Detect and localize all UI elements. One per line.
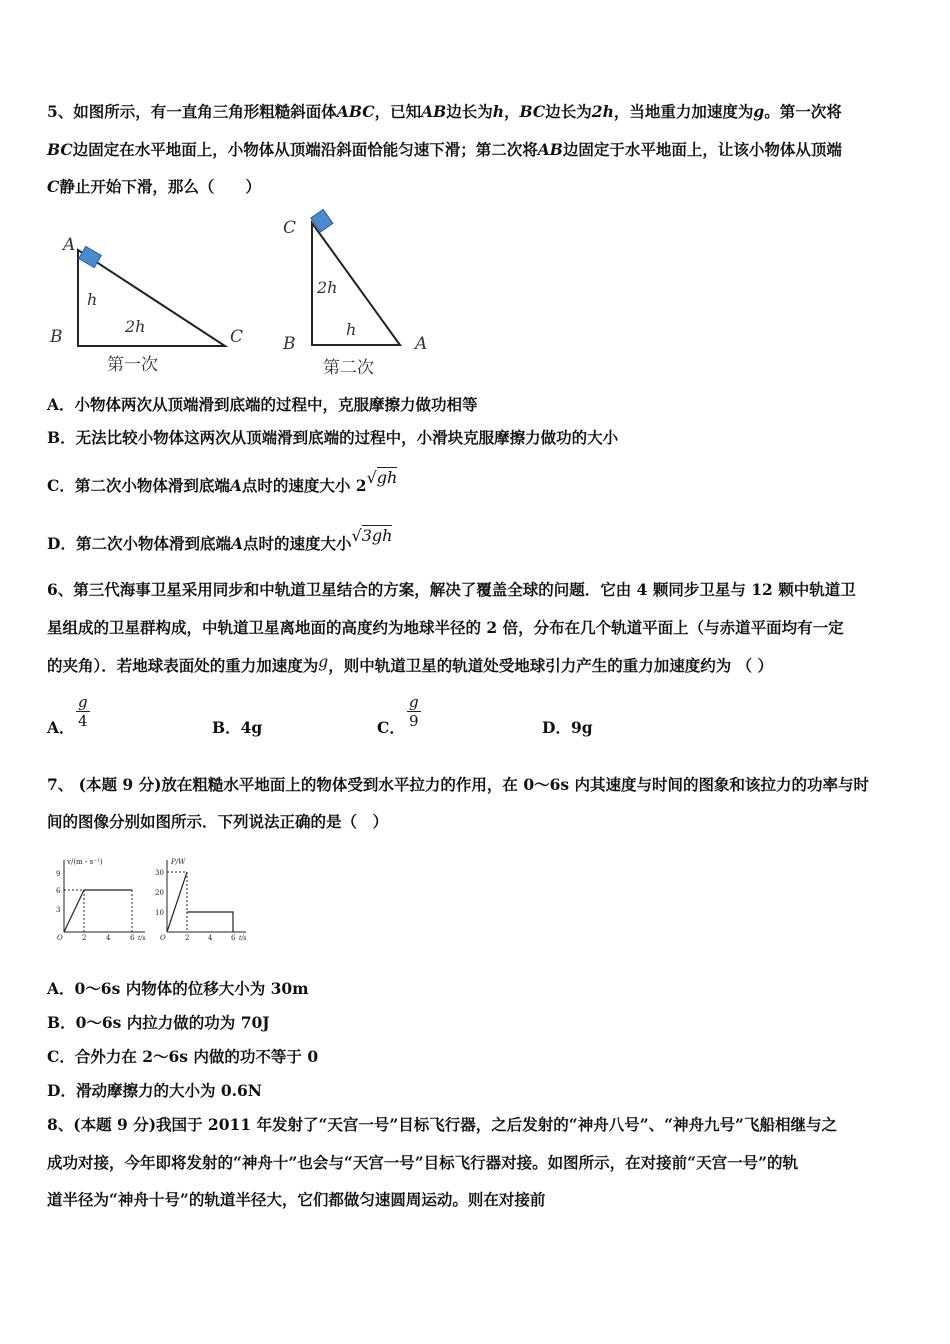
q5-text: 边长为 xyxy=(446,102,493,121)
q5-figure-2 xyxy=(278,205,438,380)
fraction-numerator: g xyxy=(78,693,88,711)
q5-option-a: A．小物体两次从顶端滑到底端的过程中，克服摩擦力做功相等 xyxy=(47,395,478,414)
q5-line-3 xyxy=(47,177,261,197)
q5-text: 边固定在水平地面上，小物体从顶端沿斜面恰能匀速下滑；第二次将 xyxy=(72,140,538,159)
p-tick: 4 xyxy=(208,934,213,942)
p-tick: 6 xyxy=(231,934,236,942)
sqrt-content: gh xyxy=(376,468,398,487)
caption-1: 第一次 xyxy=(107,355,158,375)
q6-line-3 xyxy=(47,653,773,676)
q6-text: 的夹角）．若地球表面处的重力加速度为 xyxy=(47,656,319,675)
v-tick: 6 xyxy=(130,934,135,942)
q5-text: C．第二次小物体滑到底端 xyxy=(47,476,230,495)
p-tick: 2 xyxy=(185,934,190,942)
q7-option-c: C．合外力在 2～6s 内做的功不等于 0 xyxy=(47,1047,319,1066)
p-xlabel: t/s xyxy=(239,935,247,942)
q5-ab: AB xyxy=(537,140,563,159)
q5-option-c xyxy=(47,468,398,496)
q5-text: 静止开始下滑，那么（ ） xyxy=(59,177,261,196)
label-h: h xyxy=(87,290,98,309)
v-tick: 9 xyxy=(56,870,61,878)
q6-option-b: B．4g xyxy=(212,718,263,737)
q6-option-d: D．9g xyxy=(542,718,593,737)
label-2h: 2h xyxy=(317,278,338,297)
v-xlabel: t/s xyxy=(138,935,146,942)
q6-g: g xyxy=(318,653,329,671)
q5-abc: ABC xyxy=(336,102,375,121)
q5-text: 。第一次将 xyxy=(764,102,842,121)
q5-text: 边固定于水平地面上，让该小物体从顶端 xyxy=(562,140,842,159)
q5-h: h xyxy=(492,102,505,121)
q5-text: ，当地重力加速度为 xyxy=(613,102,754,121)
q5-text: 点时的速度大小 xyxy=(242,534,352,553)
label-h: h xyxy=(346,320,357,339)
label-C: C xyxy=(283,218,297,238)
q6-text: ，则中轨道卫星的轨道处受地球引力产生的重力加速度约为 （ ） xyxy=(328,656,773,675)
q6-line-1: 6、第三代海事卫星采用同步和中轨道卫星结合的方案，解决了覆盖全球的问题．它由 4 颗同步卫星与 12 颗中轨道卫 xyxy=(47,580,856,599)
block-icon xyxy=(311,209,333,232)
power-time-graph xyxy=(155,858,247,942)
q5-figure-1 xyxy=(45,230,255,380)
q8-line-3: 道半径为“神舟十号”的轨道半径大，它们都做匀速圆周运动。则在对接前 xyxy=(47,1190,546,1209)
q7-line-1: 7、 (本题 9 分)放在粗糙水平地面上的物体受到水平拉力的作用，在 0～6s 内其速度与时间的图象和该拉力的功率与时 xyxy=(47,775,870,794)
q5-text: D．第二次小物体滑到底端 xyxy=(47,534,231,553)
label-B: B xyxy=(50,327,63,347)
q5-A: A xyxy=(229,476,242,495)
q7-line-2: 间的图像分别如图所示．下列说法正确的是（ ） xyxy=(47,812,389,831)
q5-ab: AB xyxy=(421,102,447,121)
q5-text: 5、如图所示，有一直角三角形粗糙斜面体 xyxy=(47,102,337,121)
v-line xyxy=(64,890,132,932)
p-line-const xyxy=(187,912,233,932)
sqrt-content: 3gh xyxy=(361,526,393,545)
velocity-time-graph xyxy=(56,858,146,942)
q7-option-d: D．滑动摩擦力的大小为 0.6N xyxy=(47,1081,262,1100)
triangle-1 xyxy=(78,250,225,346)
label-C: C xyxy=(230,327,244,347)
q7-graphs xyxy=(50,852,255,942)
v-tick: 2 xyxy=(82,934,87,942)
fraction-denominator: 9 xyxy=(409,712,419,730)
v-origin: O xyxy=(57,934,63,942)
v-tick: 3 xyxy=(56,906,61,914)
sqrt-gh: √gh xyxy=(366,468,398,487)
label-A: A xyxy=(63,235,76,255)
p-tick: 30 xyxy=(155,869,164,877)
q5-option-d xyxy=(47,526,393,554)
q5-2h: 2h xyxy=(591,102,614,121)
q7-option-a: A．0～6s 内物体的位移大小为 30m xyxy=(47,979,309,998)
p-tick: 20 xyxy=(155,889,164,897)
q6-option-c-fraction xyxy=(407,693,421,730)
q5-bc: BC xyxy=(47,140,73,159)
q8-line-2: 成功对接，今年即将发射的“神舟十”也会与“天宫一号”目标飞行器对接。如图所示，在对接前“天宫一号”的轨 xyxy=(47,1153,798,1172)
v-tick: 4 xyxy=(106,934,111,942)
v-tick: 6 xyxy=(56,887,61,895)
q5-A: A xyxy=(230,534,243,553)
q5-text: ， xyxy=(504,102,520,121)
fraction-denominator: 4 xyxy=(78,712,88,730)
q6-option-c-label: C． xyxy=(377,718,405,737)
q7-option-b: B．0～6s 内拉力做的功为 70J xyxy=(47,1013,270,1032)
sqrt-3gh: √3gh xyxy=(351,526,393,545)
p-ylabel: P/W xyxy=(171,858,186,866)
q6-line-2: 星组成的卫星群构成，中轨道卫星离地面的高度约为地球半径的 2 倍，分布在几个轨道平面上（与赤道平面均有一定 xyxy=(47,618,844,637)
q5-text: 点时的速度大小 2 xyxy=(241,476,367,495)
q5-bc: BC xyxy=(519,102,546,121)
q6-option-a-fraction xyxy=(76,693,90,730)
p-tick: 10 xyxy=(155,909,164,917)
fraction-numerator: g xyxy=(409,693,419,711)
block-icon xyxy=(79,246,102,267)
q5-option-b: B．无法比较小物体这两次从顶端滑到底端的过程中，小滑块克服摩擦力做功的大小 xyxy=(47,428,619,447)
q8-line-1: 8、(本题 9 分)我国于 2011 年发射了“天宫一号”目标飞行器，之后发射的“神舟八号”、“神舟九号”飞船相继与之 xyxy=(47,1115,837,1134)
q5-c: C xyxy=(47,177,60,196)
q5-g: g xyxy=(753,102,765,121)
q5-line-2 xyxy=(47,140,842,160)
p-origin: O xyxy=(160,934,166,942)
q5-line-1 xyxy=(47,102,842,122)
caption-2: 第二次 xyxy=(323,358,374,378)
p-line-rise xyxy=(167,872,187,932)
label-B: B xyxy=(283,334,296,354)
q5-text: 边长为 xyxy=(545,102,592,121)
label-A: A xyxy=(415,334,428,354)
q6-option-a-label: A． xyxy=(47,718,75,737)
q5-text: ，已知 xyxy=(374,102,422,121)
v-ylabel: v/(m・s⁻¹) xyxy=(67,858,103,866)
label-2h: 2h xyxy=(125,317,146,336)
